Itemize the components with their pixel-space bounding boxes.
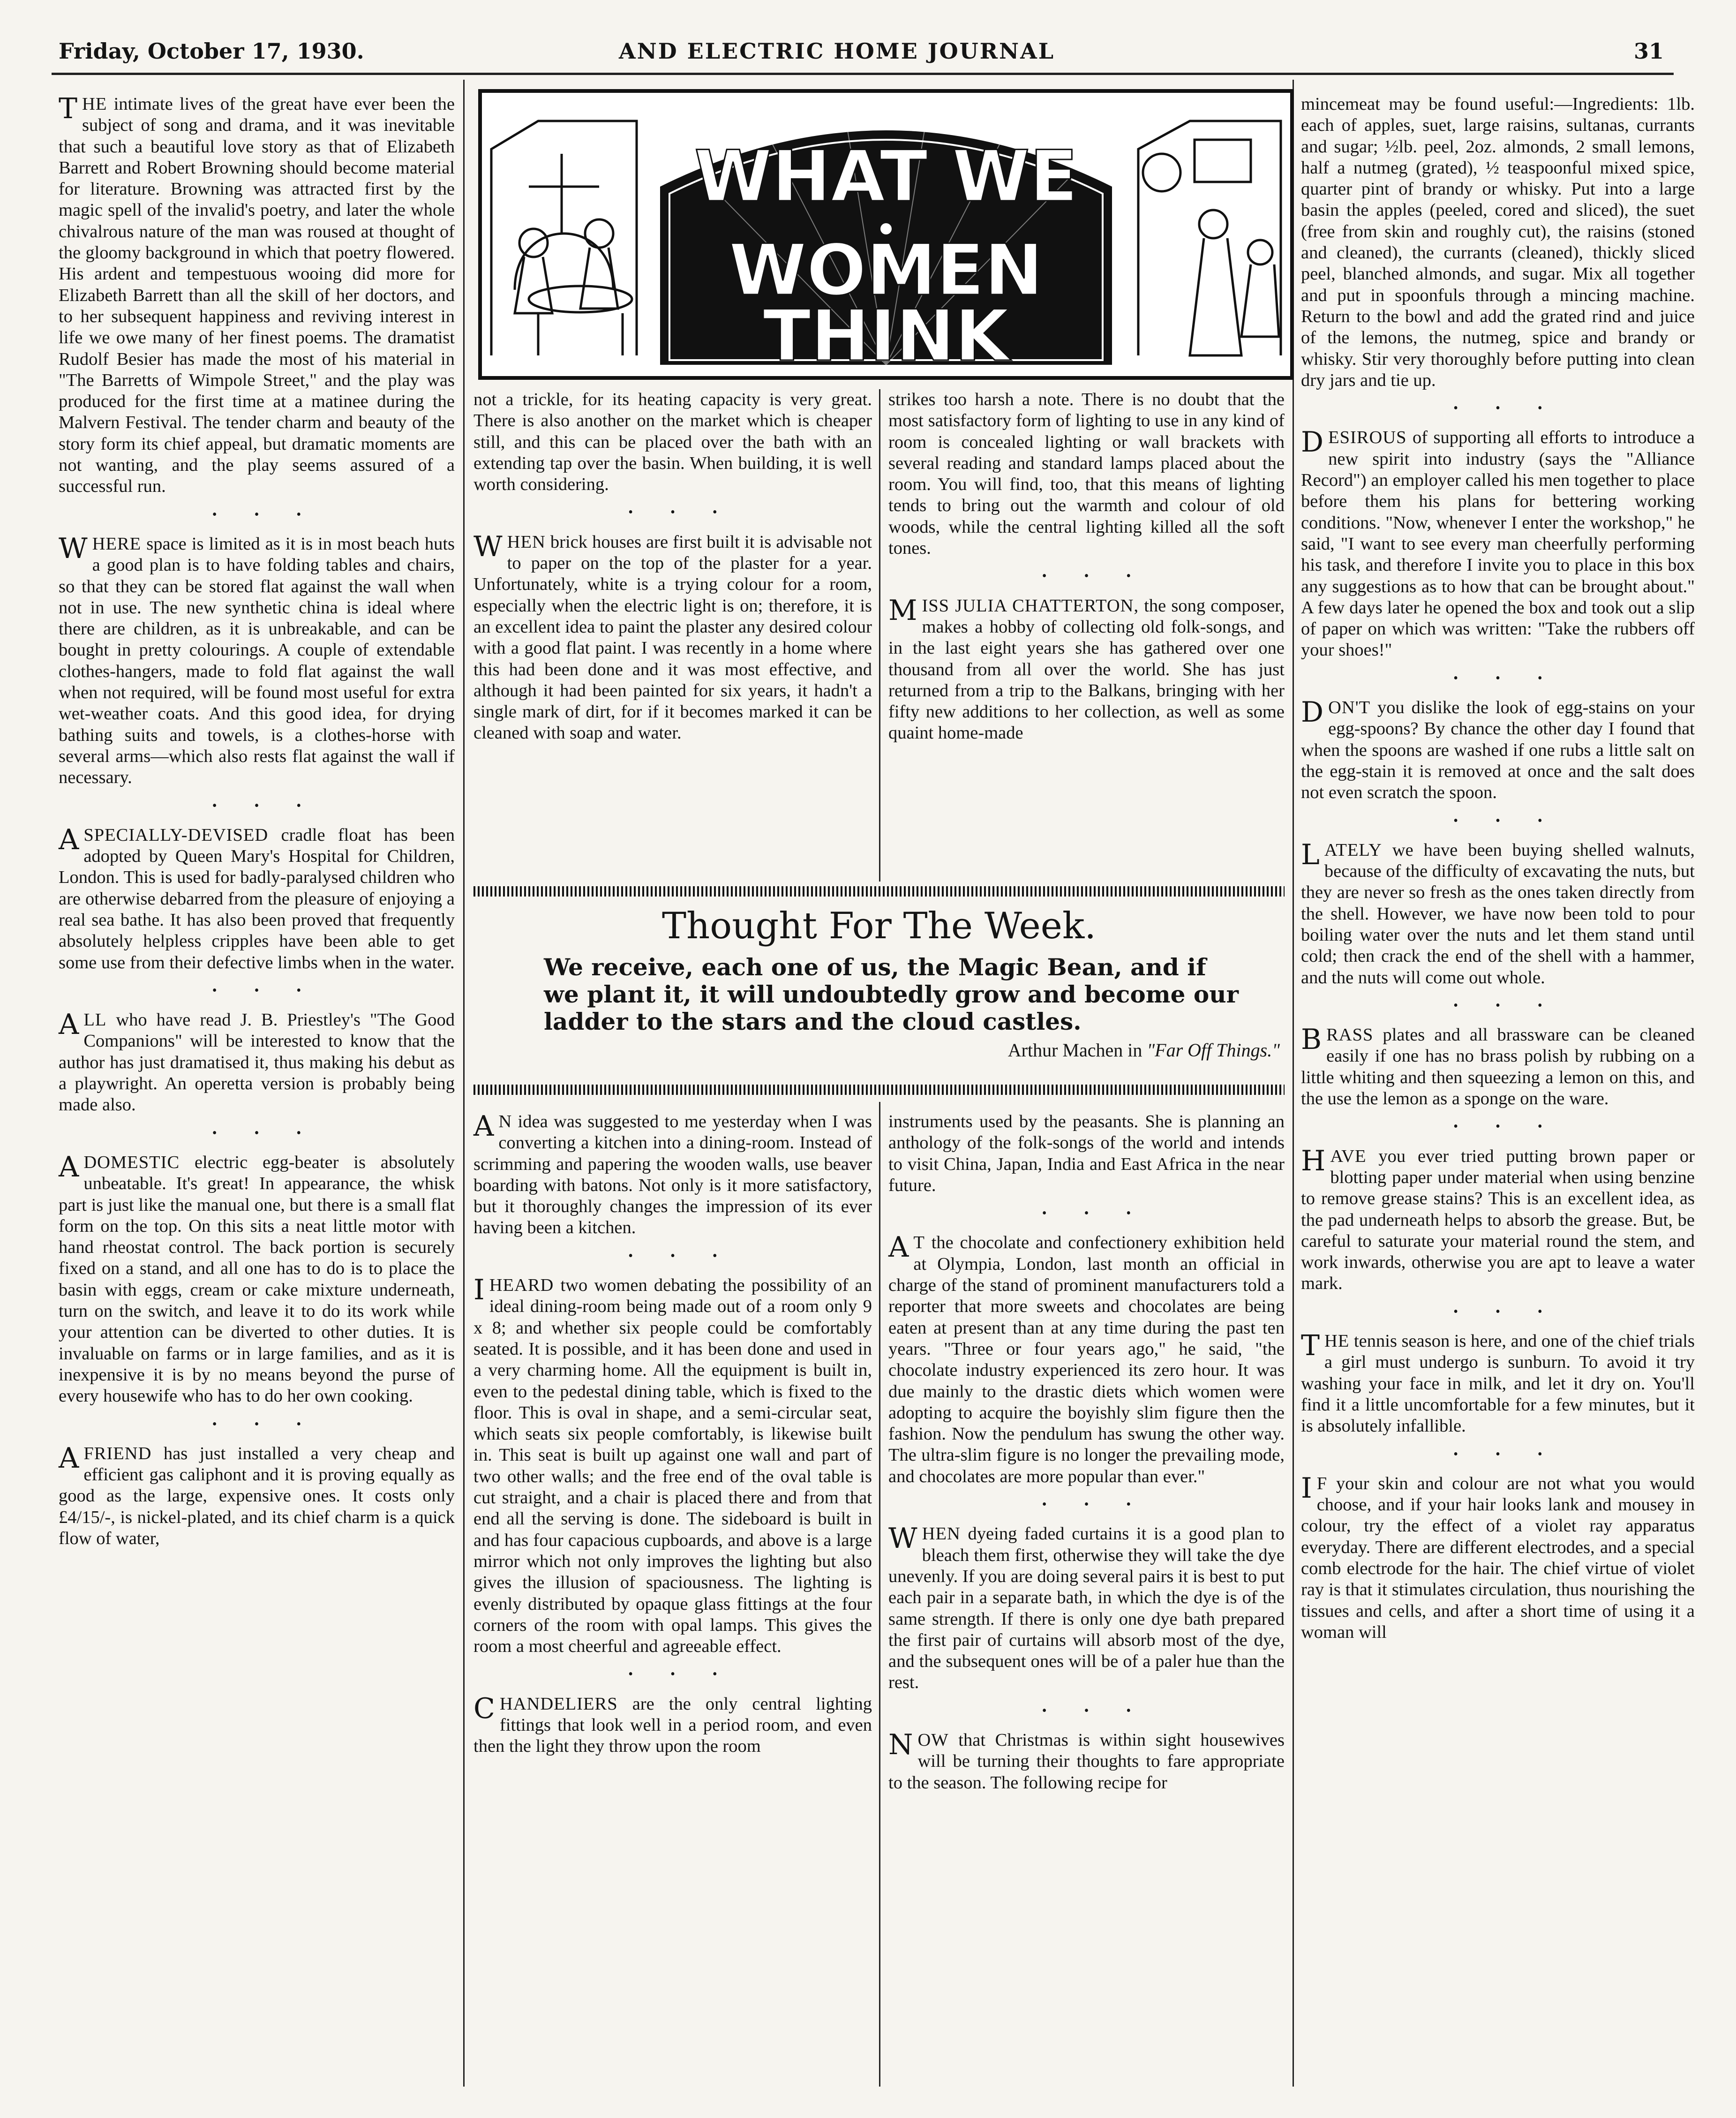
- paragraph-text: has just installed a very cheap and efficient gas caliphont and it is proving equally as good as the large, expensive ones. It costs only £4/15/-, is nickel-plated, and its chief charm is a quick flow of water,: [59, 1443, 455, 1548]
- small-caps-opening: N: [498, 1112, 512, 1131]
- article-paragraph: [1301, 697, 1695, 803]
- column-4: [1301, 94, 1695, 2096]
- column-3-bottom: [888, 1111, 1285, 2096]
- section-separator: •••: [1453, 1119, 1580, 1134]
- section-separator: •••: [212, 798, 339, 813]
- page-number: 31: [1634, 38, 1664, 64]
- article-paragraph: [888, 1730, 1285, 1794]
- thought-source: "Far Off Things.": [1147, 1040, 1280, 1061]
- paragraph-text: the song composer, makes a hobby of collecting old folk-songs, and in the last eight years she has gathered over one thousand from all over the world. She has just returned from a trip to the Balkans, bringing with her fifty new additions to her collection, as well as some quaint home-made: [888, 595, 1285, 743]
- paragraph-text: mincemeat may be found useful:—Ingredients: 1lb. each of apples, suet, large raisins, sultanas, currants and sugar; ½lb. peel, 2oz. almonds, 2 small lemons, half a nutmeg (grated), ½ teaspoonful mixed spice, quarter pint of brandy or whisky. Put into a large basin the apples (peeled, cored and sliced), the suet (free from skin and roughly cut), the raisins (stoned and cleaned), the currants (cleaned), thickly sliced peel, blanched almonds, and sugar. Mix all together and put in spoonfuls through a mincing machine. Return to the bowl and add the grated rind and juice of the lemons, the nutmeg, spice and brandy or whisky. Stir very thoroughly before putting into clean dry jars and tie up.: [1301, 94, 1695, 390]
- drop-initial: L: [1301, 838, 1320, 871]
- small-caps-opening: ATELY: [1324, 840, 1382, 860]
- decorative-rule-top: [473, 886, 1285, 897]
- small-caps-opening: SPECIALLY-DEVISED: [83, 825, 269, 845]
- column-rule-2b: [879, 1102, 880, 2087]
- small-caps-opening: HEN: [507, 532, 546, 552]
- section-separator: •••: [1453, 401, 1580, 416]
- drop-initial: I: [473, 1274, 485, 1307]
- article-paragraph: [473, 389, 872, 495]
- article-paragraph: [59, 1010, 455, 1116]
- article-paragraph: [888, 1232, 1285, 1487]
- article-paragraph: [59, 825, 455, 973]
- small-caps-opening: ESIROUS: [1328, 428, 1407, 448]
- drop-initial: A: [59, 1008, 79, 1041]
- drop-initial: A: [59, 823, 79, 856]
- thought-quote: We receive, each one of us, the Magic Bean, and if we plant it, it will undoubtedly grow and become our ladder to the stars and the cloud castles.: [544, 953, 1239, 1035]
- section-separator: •••: [1042, 1206, 1169, 1221]
- drop-initial: W: [59, 532, 88, 565]
- small-caps-opening: HEN: [922, 1524, 961, 1544]
- small-caps-opening: ON'T: [1328, 698, 1371, 718]
- drop-initial: H: [1301, 1144, 1326, 1177]
- drop-initial: N: [888, 1728, 913, 1762]
- article-paragraph: [888, 389, 1285, 559]
- article-paragraph: [1301, 94, 1695, 391]
- header-rule: [52, 73, 1674, 75]
- article-paragraph: [888, 1523, 1285, 1693]
- column-rule-1: [463, 80, 465, 2087]
- small-caps-opening: HERE: [92, 534, 142, 554]
- drop-initial: D: [1301, 696, 1324, 729]
- article-paragraph: [59, 1152, 455, 1407]
- section-separator: •••: [212, 1417, 339, 1432]
- small-caps-opening: RASS: [1326, 1025, 1374, 1045]
- drop-initial: T: [59, 92, 78, 125]
- paragraph-text: electric egg-beater is absolutely unbeatable. It's great! In appearance, the whisk part is just like the manual one, but there is a small flat form on the top. On this sits a neat little motor with hand rheostat control. The back portion is securely fixed on a stand, and all one has to do is to place the basin with eggs, cream or cake mixture underneath, turn on the switch, and leave it to do its work while your attention can be diverted to other duties. It is invaluable on farms or in large families, and as it is inexpensive it is by no means beyond the purse of every housewife who has to do her own cooking.: [59, 1152, 455, 1406]
- small-caps-opening: HE: [1324, 1331, 1350, 1351]
- small-caps-opening: AVE: [1330, 1146, 1367, 1166]
- section-separator: •••: [1453, 813, 1580, 828]
- paragraph-text: intimate lives of the great have ever been the subject of song and drama, and it was inevitable that such a beautiful love story as that of Elizabeth Barrett and Robert Browning should become material for literature. Browning was attracted first by the magic spell of the invalid's poetry, and later the whole chivalrous nature of the man was roused at thought of the gloomy background in which that poetry flowered. His ardent and tempestuous wooing did more for Elizabeth Barrett than all the skill of her doctors, and to her subsequent happiness and reviving interest in life we owe many of her finest poems. The dramatist Rudolf Besier has made the most of his material in "The Barretts of Wimpole Street," and the play was produced for the first time at a matinee during the Malvern Festival. The tender charm and beauty of the story form its chief appeal, but dramatic moments are not wanting, and the play seems assured of a successful run.: [59, 94, 455, 497]
- small-caps-opening: T: [913, 1233, 925, 1253]
- column-rule-3: [1293, 80, 1294, 2087]
- paragraph-text: cradle float has been adopted by Queen Mary's Hospital for Children, London. This is used for badly-paralysed children who are otherwise debarred from the pleasure of enjoying a real sea bathe. It has also been proved that frequently absolutely helpless cripples have been able to get some use from their defective limbs when in the water.: [59, 825, 455, 972]
- paragraph-text: idea was suggested to me yesterday when I was converting a kitchen into a dining-room. Instead of scrimming and papering the wooden walls, use beaver boarding with batons. Not only is it more satisfactory, but it thoroughly changes the impression of its ever having been a kitchen.: [473, 1112, 872, 1238]
- issue-date: Friday, October 17, 1930.: [59, 38, 364, 64]
- banner-illustration: [482, 93, 1290, 376]
- paragraph-text: who have read J. B. Priestley's "The Good Companions" will be interested to know that the author has just dramatised it, thus making his debut as a playwright. An operetta version is probably being made also.: [59, 1010, 455, 1115]
- drop-initial: B: [1301, 1023, 1322, 1056]
- section-separator: •••: [1453, 671, 1580, 686]
- section-separator: •••: [628, 1248, 755, 1263]
- section-separator: •••: [212, 983, 339, 998]
- banner-line-2: WOMEN: [729, 230, 1044, 311]
- paragraph-text: that Christmas is within sight housewives will be turning their thoughts to fare appropriate to the season. The following recipe for: [888, 1730, 1285, 1793]
- paragraph-text: you dislike the look of egg-stains on your egg-spoons? By chance the other day I found that when the spoons are washed if one rubs a little salt on the egg-stain it is removed at once and the salt does not even scratch the spoon.: [1301, 698, 1695, 803]
- small-caps-opening: HEARD: [489, 1275, 554, 1296]
- article-paragraph: [1301, 840, 1695, 988]
- journal-title: AND ELECTRIC HOME JOURNAL: [619, 38, 1055, 64]
- small-caps-opening: OW: [917, 1730, 949, 1750]
- paragraph-text: plates and all brassware can be cleaned easily if one has no brass polish by rubbing on a little whiting and then squeezing a lemon on this, and the use the lemon as a sponge on the ware.: [1301, 1025, 1695, 1109]
- thought-title: Thought For The Week.: [661, 905, 1097, 947]
- drop-initial: A: [59, 1441, 79, 1475]
- column-3-top: [888, 389, 1285, 882]
- article-paragraph: [473, 532, 872, 744]
- drop-initial: A: [59, 1150, 79, 1183]
- section-separator: •••: [628, 505, 755, 520]
- drop-initial: A: [473, 1110, 494, 1143]
- drop-initial: I: [1301, 1471, 1312, 1505]
- column-1: [59, 94, 455, 2096]
- article-paragraph: [1301, 1331, 1695, 1437]
- column-2-bottom: [473, 1111, 872, 2096]
- article-paragraph: [473, 1111, 872, 1239]
- paragraph-text: dyeing faded curtains it is a good plan to bleach them first, otherwise they will take the dye unevenly. If you are doing several pairs it is best to put each pair in a separate bath, in which the dye is of the same strength. If there is only one dye bath prepared the first pair of curtains will absorb most of the dye, and the subsequent ones will be of a paler hue than the rest.: [888, 1524, 1285, 1693]
- article-paragraph: [1301, 427, 1695, 661]
- paragraph-text: we have been buying shelled walnuts, because of the difficulty of excavating the nuts, but they are never so fresh as the ones taken directly from the shell. However, we have now been told to pour boiling water over the nuts and let them stand until cold; then crack the end of the shell with a hammer, and the nuts will come out whole.: [1301, 840, 1695, 987]
- article-paragraph: [888, 1111, 1285, 1196]
- small-caps-opening: HANDELIERS: [499, 1694, 618, 1714]
- paragraph-text: tennis season is here, and one of the chief trials a girl must undergo is sunburn. To avoid it try washing your face in milk, and let it dry on. You'll find it a little uncomfortable for a few minutes, but it is absolutely infallible.: [1301, 1331, 1695, 1436]
- section-separator: •••: [212, 1125, 339, 1140]
- paragraph-text: are the only central lighting fittings that look well in a period room, and even then the light they throw upon the room: [473, 1694, 872, 1756]
- article-paragraph: [473, 1694, 872, 1757]
- article-paragraph: [473, 1275, 872, 1657]
- thought-for-the-week: [473, 886, 1285, 1095]
- thought-attribution: Arthur Machen in: [1007, 1040, 1142, 1061]
- paragraph-text: brick houses are first built it is advisable not to paper on the top of the plaster for a year. Unfortunately, white is a trying colour for a room, especially when the electric light is on; therefore, it is an excellent idea to paint the plaster any desired colour with a good flat paint. I was recently in a home where this had been done and it was most effective, and although it had been painted for six years, it hadn't a single mark of dirt, for if it becomes marked it can be cleaned with soap and water.: [473, 532, 872, 743]
- drop-initial: M: [888, 594, 917, 627]
- section-separator: •••: [1453, 1304, 1580, 1319]
- section-separator: •••: [1042, 1497, 1169, 1512]
- small-caps-opening: HE: [82, 94, 107, 114]
- article-paragraph: [59, 1443, 455, 1549]
- column-2-top: [473, 389, 872, 882]
- banner-line-1: WHAT WE: [694, 136, 1078, 218]
- small-caps-opening: F: [1316, 1473, 1328, 1493]
- small-caps-opening: ISS JULIA CHATTERTON,: [922, 595, 1139, 616]
- article-paragraph: [59, 534, 455, 789]
- thought-attribution-line: [473, 1039, 1280, 1061]
- article-paragraph: [1301, 1146, 1695, 1295]
- section-separator: •••: [212, 507, 339, 522]
- section-separator: •••: [1042, 569, 1169, 584]
- drop-initial: T: [1301, 1329, 1320, 1363]
- paragraph-text: instruments used by the peasants. She is planning an anthology of the folk-songs of the world and intends to visit China, Japan, India and East Africa in the near future.: [888, 1112, 1285, 1195]
- column-rule-2: [879, 389, 880, 882]
- article-paragraph: [1301, 1025, 1695, 1109]
- drop-initial: W: [888, 1522, 917, 1555]
- drop-initial: D: [1301, 426, 1324, 459]
- paragraph-text: of supporting all efforts to introduce a new spirit into industry (says the "Alliance Record") an employer called his men together to place before them his plans for bettering working conditions. "Now, whenever I enter the workshop," he said, "I want to see every man cheerfully performing his task, and therefore I invite you to place in this box any suggestions as to how that can be brought about." A few days later he opened the box and took out a slip of paper on which was written: "Take the rubbers off your shoes!": [1301, 428, 1695, 660]
- drop-initial: W: [473, 530, 503, 563]
- article-paragraph: [1301, 1473, 1695, 1643]
- paragraph-text: strikes too harsh a note. There is no doubt that the most satisfactory form of lighting to use in any kind of room is concealed lighting or wall brackets with several reading and standard lamps placed about the room. You will find, too, that this means of lighting tends to bring out the warmth and colour of old woods, while the central lighting killed all the soft tones.: [888, 390, 1285, 558]
- banner-line-3: THINK: [763, 295, 1009, 376]
- small-caps-opening: DOMESTIC: [83, 1152, 180, 1172]
- what-we-women-think-banner: [478, 89, 1294, 380]
- paragraph-text: space is limited as it is in most beach huts a good plan is to have folding tables and chairs, so that they can be stored flat against the wall when not in use. The new synthetic china is ideal where there are children, as it is unbreakable, and can be bought in pretty colourings. A couple of extendable clothes-hangers, made to fold flat against the wall when not required, will be found most useful for extra wet-weather coats. And this good idea, for drying bathing suits and towels, is a clothes-horse with several arms—which also rests flat against the wall if necessary.: [59, 534, 455, 788]
- small-caps-opening: FRIEND: [83, 1443, 152, 1463]
- article-paragraph: [59, 94, 455, 497]
- article-paragraph: [888, 595, 1285, 744]
- drop-initial: A: [888, 1231, 909, 1264]
- paragraph-text: two women debating the possibility of an ideal dining-room being made out of a room only 9 x 8; and whether six people could be comfortably seated. It is possible, and it has been done and used in a very charming home. All the equipment is built in, even to the pedestal dining table, which is fixed to the floor. This is oval in shape, and a semi-circular seat, which seats six people comfortably, is likewise built in. This seat is built up against one wall and part of two other walls; and the free end of the oval table is cut straight, and a chair is placed there and from that end all the serving is done. The sideboard is built in and has four capacious cupboards, and above is a large mirror which not only improves the lighting but also gives the illusion of spaciousness. The lighting is evenly distributed by opaque glass fittings at the four corners of the room with opal lamps. This gives the room a most cheerful and agreeable effect.: [473, 1275, 872, 1657]
- paragraph-text: the chocolate and confectionery exhibition held at Olympia, London, last month an official in charge of the stand of prominent manufacturers told a reporter that more sweets and chocolates are being eaten at present than at any time during the past ten years. "Three or four years ago," he said, "the chocolate industry experienced its zero hour. It was due mainly to the drastic diets which women were adopting to acquire the boyishly slim figure then the fashion. Now the pendulum has swung the other way. The ultra-slim figure is no longer the prevailing mode, and chocolates are more popular than ever.": [888, 1233, 1285, 1486]
- small-caps-opening: LL: [83, 1010, 107, 1030]
- section-separator: •••: [1453, 1447, 1580, 1462]
- paragraph-text: not a trickle, for its heating capacity is very great. There is also another on the market which is cheaper still, and this can be placed over the bath with an extending tap over the basin. When building, it is well worth considering.: [473, 390, 872, 495]
- section-separator: •••: [1453, 998, 1580, 1013]
- section-separator: •••: [1042, 1703, 1169, 1718]
- section-separator: •••: [628, 1667, 755, 1682]
- drop-initial: C: [473, 1692, 495, 1725]
- decorative-rule-bottom: [473, 1085, 1285, 1095]
- paragraph-text: your skin and colour are not what you would choose, and if your hair looks lank and mousey in colour, try the effect of a violet ray apparatus everyday. There are different electrodes, and a special comb electrode for the hair. The chief virtue of violet ray is that it stimulates circulation, thus nourishing the tissues and cells, and after a short time of using it a woman will: [1301, 1473, 1695, 1642]
- paragraph-text: you ever tried putting brown paper or blotting paper under material when using benzine to remove grease stains? This is an excellent idea, as the pad underneath helps to absorb the grease. But, be careful to saturate your material round the stem, and work inwards, otherwise you are apt to leave a water mark.: [1301, 1146, 1695, 1294]
